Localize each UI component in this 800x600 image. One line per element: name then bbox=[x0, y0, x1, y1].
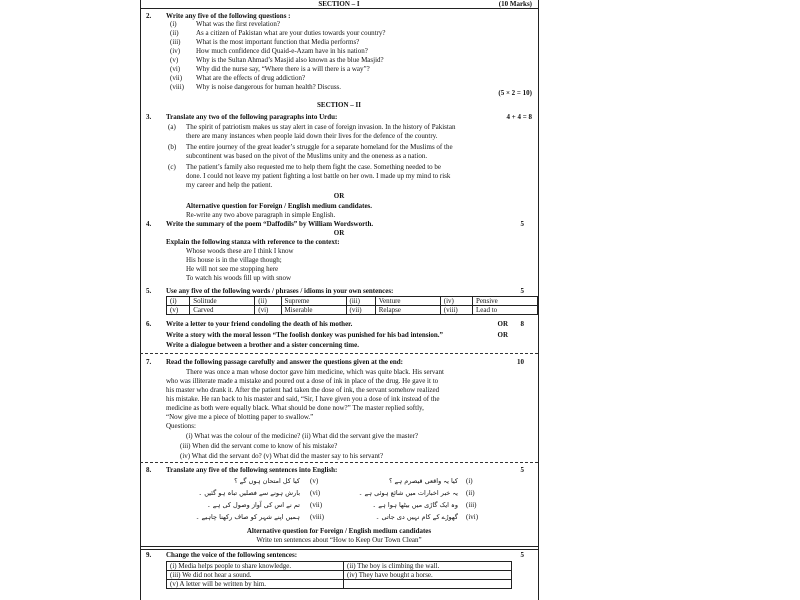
q3-para-a-label: (a) bbox=[168, 123, 176, 131]
q7-passage-line: his master who drank it. After the patient had taken the dose of ink, the servant somehow realized bbox=[166, 386, 440, 394]
q3-para-b-label: (b) bbox=[168, 143, 177, 151]
table-row bbox=[167, 571, 512, 580]
q4-title: Write the summary of the poem “Daffodils” by William Wordsworth. bbox=[166, 220, 374, 228]
q8-urdu-sentence: کیا کل امتحان ہوں گے ؟ bbox=[234, 477, 300, 485]
q9-sentence-table bbox=[166, 561, 512, 589]
q3-marks: 4 + 4 = 8 bbox=[506, 113, 532, 121]
q7-passage-line: who was illiterate made a mistake and poured out a dose of ink in place of the drug. He gave it to bbox=[166, 377, 439, 385]
q5-marks: 5 bbox=[520, 287, 524, 295]
q6-marks: 8 bbox=[520, 320, 524, 328]
q8-number: 8. bbox=[146, 466, 152, 474]
table-cell: (ii) The boy is climbing the wall. bbox=[344, 562, 512, 571]
q3-number: 3. bbox=[146, 113, 152, 121]
q6-number: 6. bbox=[146, 320, 152, 328]
q4-stanza-line: His house is in the village though; bbox=[186, 256, 282, 264]
q8-item-number: (i) bbox=[466, 477, 473, 485]
table-cell-num: (viii) bbox=[440, 306, 472, 315]
table-cell-num: (iii) bbox=[346, 297, 375, 306]
table-cell: (v) A letter will be written by him. bbox=[167, 580, 344, 589]
q7-passage-line: medicine as both were equally black. What should be done now?” The master replied softly, bbox=[166, 404, 424, 412]
table-row bbox=[167, 306, 538, 315]
q2-item-number: (viii) bbox=[170, 83, 184, 91]
q3-para-b-line1: The entire journey of the great leader’s struggle for a separate homeland for the Muslims of the bbox=[186, 143, 453, 151]
table-cell: (iv) They have bought a horse. bbox=[344, 571, 512, 580]
q8-urdu-sentence: بارش ہونے سے فصلیں تباہ ہو گئیں ۔ bbox=[198, 489, 300, 497]
q7-questions-label: Questions: bbox=[166, 422, 196, 430]
q4-stanza-line: He will not see me stopping here bbox=[186, 265, 279, 273]
q8-title: Translate any five of the following sentences into English: bbox=[166, 466, 338, 474]
q2-item-number: (ii) bbox=[170, 29, 179, 37]
table-cell-num: (ii) bbox=[255, 297, 281, 306]
q2-number: 2. bbox=[146, 12, 152, 20]
q8-urdu-sentence: وہ ایک گاڑی میں بیٹھا ہوا ہے ۔ bbox=[372, 501, 458, 509]
table-cell-word: Lead to bbox=[473, 306, 538, 315]
section-1-heading: SECTION – I bbox=[318, 0, 360, 8]
q2-item-number: (vii) bbox=[170, 74, 183, 82]
q4-number: 4. bbox=[146, 220, 152, 228]
q9-number: 9. bbox=[146, 551, 152, 559]
q4-marks: 5 bbox=[520, 220, 524, 228]
q9-marks: 5 bbox=[520, 551, 524, 559]
q8-item-number: (ii) bbox=[466, 489, 475, 497]
section-1-marks: (10 Marks) bbox=[498, 0, 532, 8]
table-row bbox=[167, 297, 538, 306]
q8-urdu-sentence: یہ خبر اخبارات میں شائع ہوئی ہے ۔ bbox=[358, 489, 458, 497]
q6-or-2: OR bbox=[497, 331, 508, 339]
table-row bbox=[167, 580, 512, 589]
q8-item-number: (ivi) bbox=[466, 513, 479, 521]
q8-item-number: (vi) bbox=[310, 489, 321, 497]
q8-item-number: (v) bbox=[310, 477, 319, 485]
q2-item-number: (i) bbox=[170, 20, 177, 28]
q2-item-text: Why is noise dangerous for human health? Discuss. bbox=[196, 83, 342, 91]
q3-para-a-line1: The spirit of patriotism makes us stay alert in case of foreign invasion. In the history of Pakistan bbox=[186, 123, 456, 131]
table-cell bbox=[344, 580, 512, 589]
q2-item-number: (v) bbox=[170, 56, 179, 64]
q3-alt-text: Re-write any two above paragraph in simple English. bbox=[186, 211, 336, 219]
q3-para-b-line2: subcontinent was based on the pivot of the Muslims unity and the oneness as a nation. bbox=[186, 152, 428, 160]
q8-alt-text: Write ten sentences about “How to Keep Our Town Clean” bbox=[256, 536, 422, 544]
q8-item-number: (iii) bbox=[466, 501, 477, 509]
q7-question-line: (i) What was the colour of the medicine? (ii) What did the servant give the master? bbox=[186, 432, 419, 440]
q2-item-text: What is the most important function that Media performs? bbox=[196, 38, 360, 46]
q8-marks: 5 bbox=[520, 466, 524, 474]
header-rule bbox=[140, 8, 538, 9]
q8-item-number: (vii) bbox=[310, 501, 323, 509]
q8-alt-title: Alternative question for Foreign / English medium candidates bbox=[246, 527, 432, 535]
q7-passage-line: There was once a man whose doctor gave him medicine, which was quite black. His servant bbox=[186, 368, 444, 376]
q5-title: Use any five of the following words / phrases / idioms in your own sentences: bbox=[166, 287, 394, 295]
q2-item-text: Why did the nurse say, “Where there is a will there is a way”? bbox=[196, 65, 370, 73]
q9-title: Change the voice of the following sentences: bbox=[166, 551, 298, 559]
q3-or: OR bbox=[333, 192, 345, 200]
q3-title: Translate any two of the following paragraphs into Urdu: bbox=[166, 113, 338, 121]
section-2-heading: SECTION – II bbox=[317, 101, 361, 109]
q3-para-a-line2: there are many instances when people laid down their lives for the defence of the country. bbox=[186, 132, 438, 140]
q7-passage-line: his mistake. He ran back to his master and said, “Sir, I have given you a dose of ink instead of the bbox=[166, 395, 440, 403]
table-cell-word: Solitude bbox=[190, 297, 255, 306]
q2-item-text: How much confidence did Quaid-e-Azam have in his nation? bbox=[196, 47, 368, 55]
divider-double bbox=[140, 546, 538, 550]
table-cell-word: Pensive bbox=[473, 297, 538, 306]
q3-alt-title: Alternative question for Foreign / English medium candidates. bbox=[186, 202, 373, 210]
exam-page bbox=[140, 0, 538, 600]
q6-line3: Write a dialogue between a brother and a sister concerning time. bbox=[166, 341, 359, 349]
q7-marks: 10 bbox=[517, 358, 524, 366]
q8-urdu-sentence: گھوڑے کے کام نہیں دی جاتی ۔ bbox=[375, 513, 458, 521]
q7-passage-line: “Now give me a piece of blotting paper to swallow.” bbox=[166, 413, 314, 421]
q2-item-number: (iii) bbox=[170, 38, 181, 46]
q6-line1: Write a letter to your friend condoling the death of his mother. bbox=[166, 320, 353, 328]
table-cell-word: Supreme bbox=[281, 297, 346, 306]
right-margin-line bbox=[538, 0, 539, 600]
q2-item-text: Why is the Sultan Ahmad’s Masjid also known as the blue Masjid? bbox=[196, 56, 384, 64]
table-cell-word: Venture bbox=[375, 297, 440, 306]
q7-question-line: (iii) When did the servant come to know of his mistake? bbox=[180, 442, 338, 450]
q4-or: OR bbox=[333, 229, 345, 237]
divider-dashed bbox=[140, 462, 538, 463]
q2-title: Write any five of the following questions : bbox=[166, 12, 291, 20]
table-cell-word: Miserable bbox=[281, 306, 346, 315]
table-cell-word: Carved bbox=[190, 306, 255, 315]
table-cell: (iii) We did not hear a sound. bbox=[167, 571, 344, 580]
q6-or-1: OR bbox=[497, 320, 508, 328]
q4-explain: Explain the following stanza with reference to the context: bbox=[166, 238, 340, 246]
q5-word-table bbox=[166, 296, 538, 315]
q3-para-c-line2: done. I could not leave my patient fighting a lost battle on her own. I made up my mind to risk bbox=[186, 172, 451, 180]
table-cell-num: (vi) bbox=[255, 306, 281, 315]
q3-para-c-label: (c) bbox=[168, 163, 176, 171]
q7-number: 7. bbox=[146, 358, 152, 366]
q7-title: Read the following passage carefully and answer the questions given at the end: bbox=[166, 358, 403, 366]
table-cell-num: (vii) bbox=[346, 306, 375, 315]
q2-item-number: (vi) bbox=[170, 65, 181, 73]
table-cell-num: (i) bbox=[167, 297, 190, 306]
q8-urdu-sentence: ہمیں اپنے شہر کو صاف رکھنا چاہیے ۔ bbox=[195, 513, 300, 521]
table-cell-word: Relapse bbox=[375, 306, 440, 315]
table-row bbox=[167, 562, 512, 571]
q8-urdu-sentence: کیا یہ واقعی قیصرم ہے ؟ bbox=[389, 477, 458, 485]
q7-question-line: (iv) What did the servant do? (v) What did the master say to his servant? bbox=[180, 452, 384, 460]
q2-marks: (5 × 2 = 10) bbox=[498, 89, 532, 97]
q2-item-number: (iv) bbox=[170, 47, 181, 55]
table-cell: (i) Media helps people to share knowledge. bbox=[167, 562, 344, 571]
q4-stanza-line: To watch his woods fill up with snow bbox=[186, 274, 292, 282]
q4-stanza-line: Whose woods these are I think I know bbox=[186, 247, 294, 255]
table-cell-num: (v) bbox=[167, 306, 190, 315]
q8-item-number: (viii) bbox=[310, 513, 324, 521]
q2-item-text: What are the effects of drug addiction? bbox=[196, 74, 306, 82]
q5-number: 5. bbox=[146, 287, 152, 295]
divider-dashed bbox=[140, 353, 538, 354]
table-cell-num: (iv) bbox=[440, 297, 472, 306]
left-margin-line bbox=[140, 0, 141, 600]
q8-urdu-sentence: تم نے اس کی آواز وصول کی ہے ۔ bbox=[206, 501, 300, 509]
q2-item-text: What was the first revelation? bbox=[196, 20, 280, 28]
q3-para-c-line1: The patient’s family also requested me to help them fight the case. Something needed to be bbox=[186, 163, 442, 171]
q6-line2: Write a story with the moral lesson “The foolish donkey was punished for his bad intension.” bbox=[166, 331, 444, 339]
q2-item-text: As a citizen of Pakistan what are your duties towards your country? bbox=[196, 29, 386, 37]
q3-para-c-line3: my career and help the patient. bbox=[186, 181, 273, 189]
